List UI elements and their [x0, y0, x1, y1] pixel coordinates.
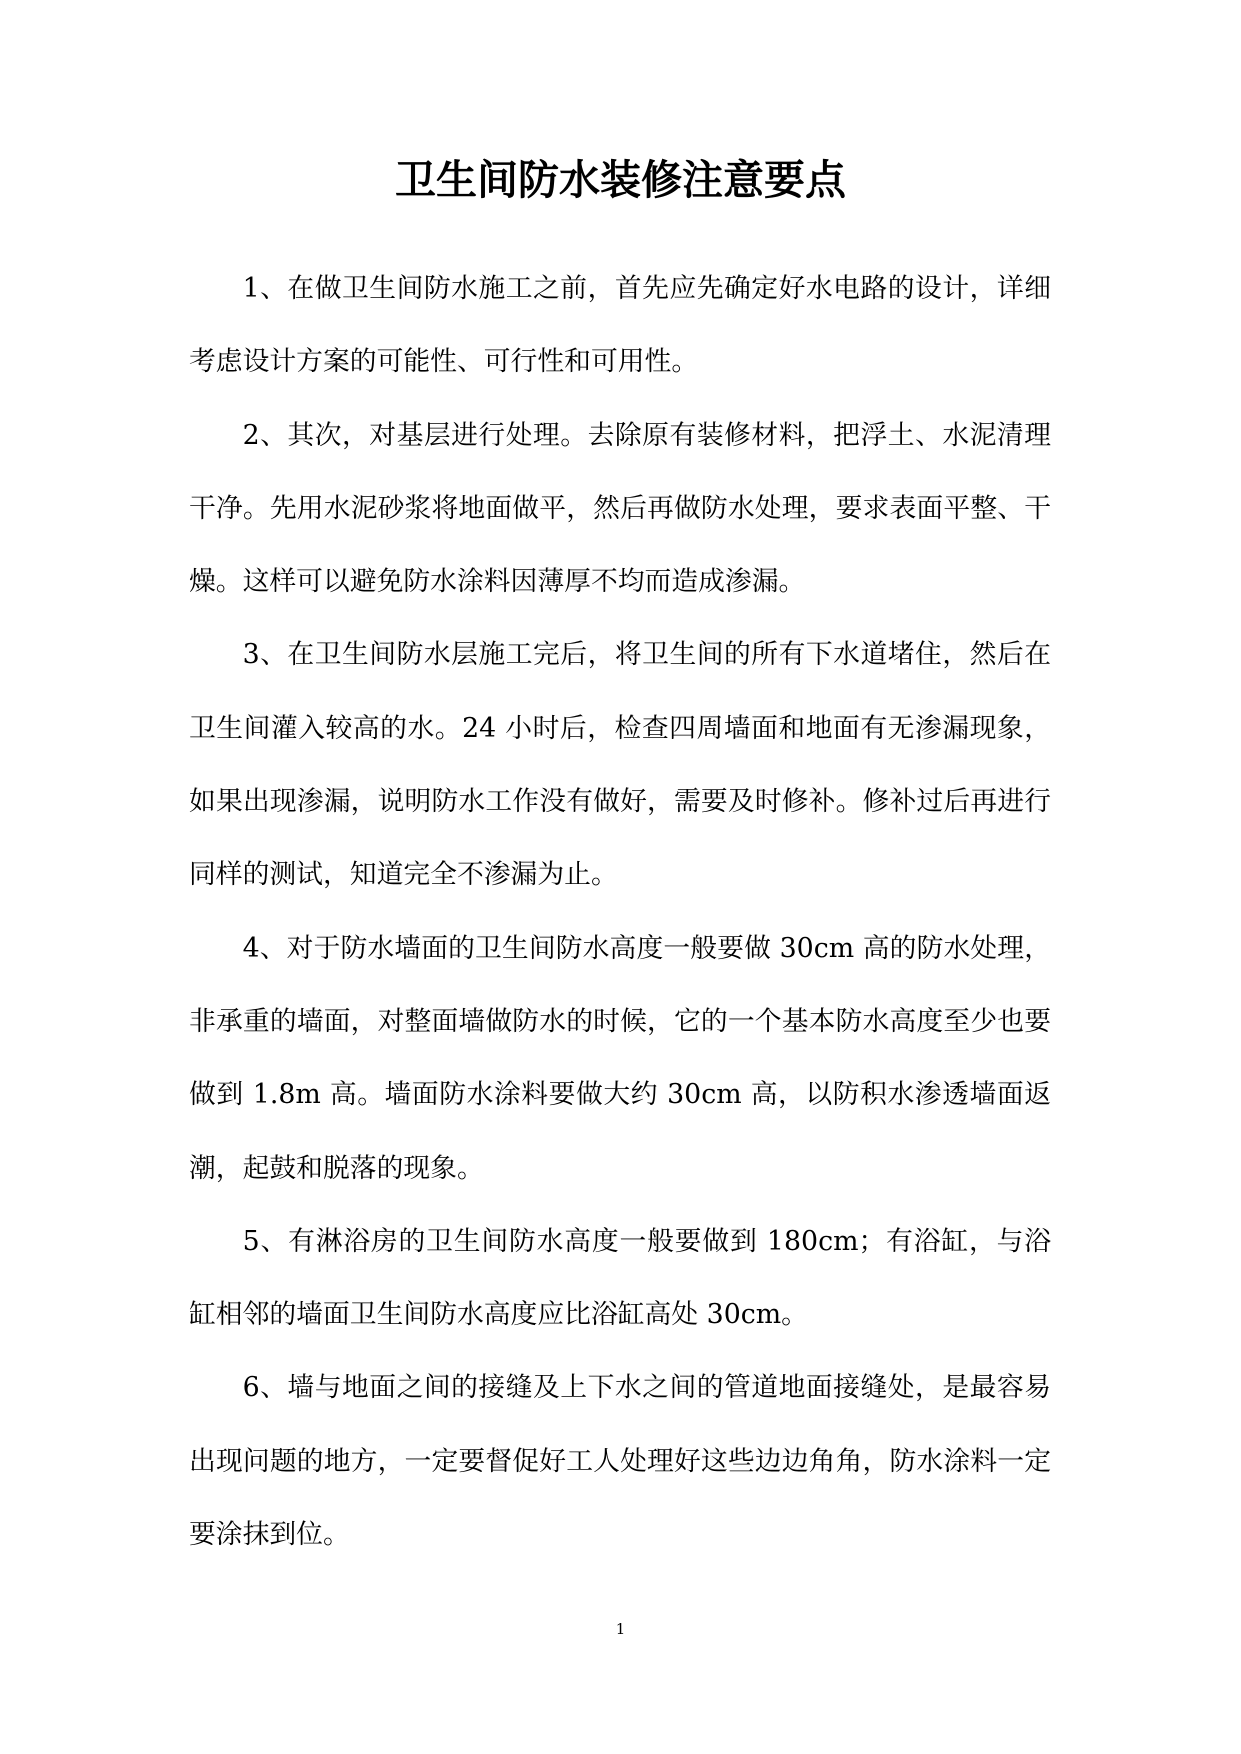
paragraph-5: 5、有淋浴房的卫生间防水高度一般要做到 180cm；有浴缸，与浴缸相邻的墙面卫生间防水高度应比浴缸高处 30cm。	[189, 1225, 1051, 1331]
paragraph-6: 6、墙与地面之间的接缝及上下水之间的管道地面接缝处，是最容易出现问题的地方，一定要督促好工人处理好这些边边角角，防水涂料一定要涂抹到位。	[189, 1372, 1051, 1551]
page-title: 卫生间防水装修注意要点	[395, 156, 846, 204]
document-body	[189, 252, 1051, 1571]
paragraph-1: 1、在做卫生间防水施工之前，首先应先确定好水电路的设计，详细考虑设计方案的可能性、可行性和可用性。	[189, 273, 1051, 378]
paragraph-4: 4、对于防水墙面的卫生间防水高度一般要做 30cm 高的防水处理，非承重的墙面，对整面墙做防水的时候，它的一个基本防水高度至少也要做到 1.8m 高。墙面防水涂料要做大约 30cm 高，以防积水渗透墙面返潮，起鼓和脱落的现象。	[189, 932, 1051, 1184]
page-number: 1	[615, 1620, 626, 1638]
paragraph-3: 3、在卫生间防水层施工完后，将卫生间的所有下水道堵住，然后在卫生间灌入较高的水。24 小时后，检查四周墙面和地面有无渗漏现象，如果出现渗漏，说明防水工作没有做好，需要及时修补。修补过后再进行同样的测试，知道完全不渗漏为止。	[189, 639, 1051, 891]
paragraph-2: 2、其次，对基层进行处理。去除原有装修材料，把浮土、水泥清理干净。先用水泥砂浆将地面做平，然后再做防水处理，要求表面平整、干燥。这样可以避免防水涂料因薄厚不均而造成渗漏。	[189, 419, 1051, 598]
